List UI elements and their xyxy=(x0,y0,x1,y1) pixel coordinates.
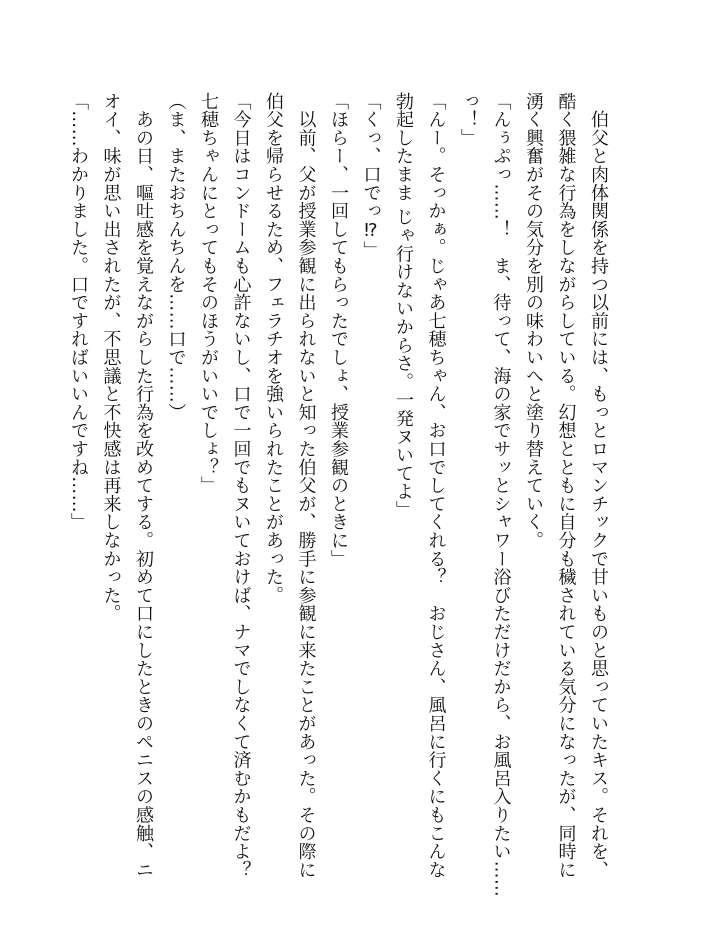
text-line: 湧く興奮がその気分を別の味わいへと塗り替えていく。 xyxy=(523,92,544,550)
text-line: 「くっ、口でっ⁉」 xyxy=(360,92,382,260)
text-line: っ！」 xyxy=(458,92,479,147)
text-line: 「……わかりました。口ですればいいんですね……」 xyxy=(68,92,89,532)
text-line: 伯父を帰らせるため、フェラチオを強いられたことがあった。 xyxy=(263,92,284,605)
text-line: （ま、またおちんちんを……口で……） xyxy=(165,92,187,422)
text-line: 「んぅぷっ……！ ま、待って、海の家でサッとシャワー浴びただけだから、お風呂入りたい…… xyxy=(490,92,512,898)
vertical-text-body xyxy=(62,92,615,898)
text-line: 以前、父が授業参観に出られないと知った伯父が、勝手に参観に来たことがあった。その際に xyxy=(295,92,317,879)
text-line: 「ほらー、一回してもらったでしょ、授業参観のときに」 xyxy=(328,92,349,568)
text-line: 七穂ちゃんにとってもそのほうがいいでしょ？」 xyxy=(198,92,219,495)
text-line: 「んー。そっかぁ。じゃあ七穂ちゃん、お口でしてくれる？ おじさん、風呂に行くにもこんな xyxy=(425,92,447,879)
text-line: 伯父と肉体関係を持つ以前には、もっとロマンチックで甘いものと思っていたキス。それを、 xyxy=(588,92,609,879)
text-line: 酷く猥雑な行為をしながらしている。幻想とともに自分も穢されている気分になったが、同時に xyxy=(555,92,577,879)
text-line: オイ、味が思い出されたが、不思議と不快感は再来しなかった。 xyxy=(100,92,122,623)
text-line: 勃起したまま じゃ行けないからさ。一発ヌいてよ」 xyxy=(393,92,414,519)
text-line: あの日、嘔吐感を覚えながらした行為を改めてする。初めて口にしたときのペニスの感触、ニ xyxy=(133,92,154,879)
text-line: 「今日はコンドームも心許ないし、口で一回でもヌいておけば、ナマでしなくて済むかもだよ？ xyxy=(230,92,252,879)
